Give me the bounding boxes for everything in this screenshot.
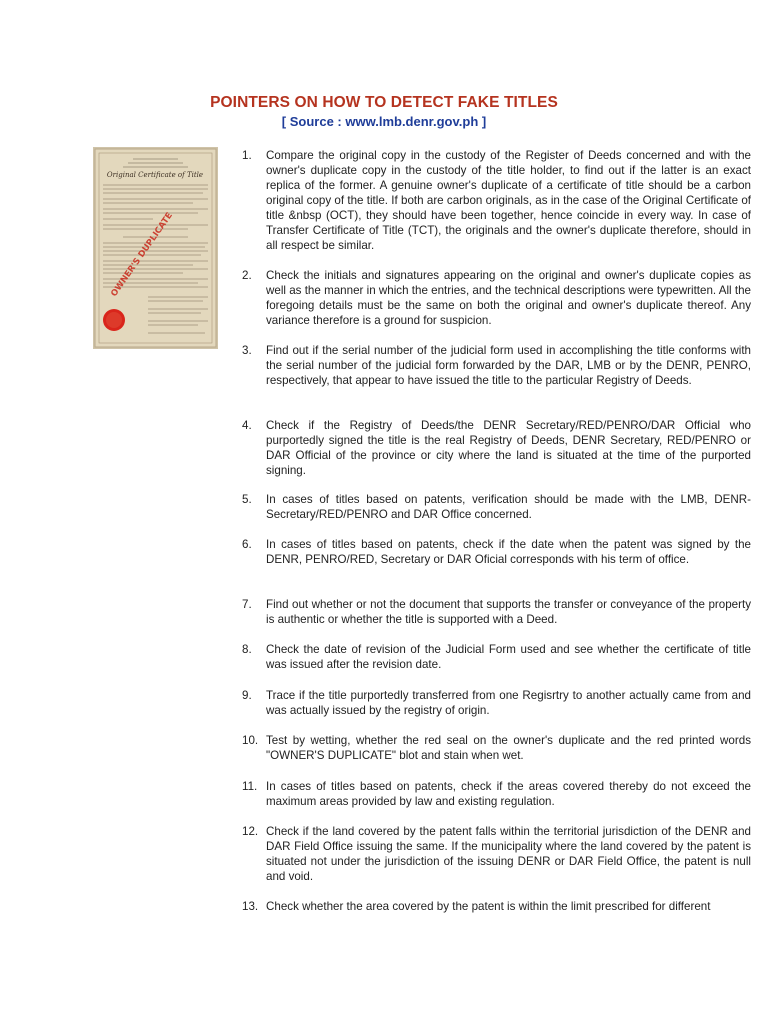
item-text: Find out whether or not the document that supports the transfer or conveyance of the property is authentic or whether the title is supported with a Deed.: [266, 598, 751, 626]
source-line: [ Source : www.lmb.denr.gov.ph ]: [281, 114, 487, 129]
item-text: Trace if the title purportedly transferred from one Regisrtry to another actually came from and was actually issued by the registry of origin.: [266, 689, 751, 717]
certificate-heading: Original Certificate of Title: [106, 171, 204, 179]
item-text: Compare the original copy in the custody of the Register of Deeds concerned and with the owner's duplicate copy in the custody of the title holder, to find out if the latter is an exact replica of the former. A genuine owner's duplicate of a certificate of title should be a carbon original copy of the title. If both are carbon originals, as in the case of the Original Certificate of title &nbsp (OCT), they should have been together, hence coincide in every way. In case of Transfer Certificate of Title (TCT), the originals and the owner's duplicate therefore, should in all respect be similar.: [266, 149, 751, 252]
item-number: 13.: [242, 900, 259, 913]
item-number: 5.: [242, 493, 252, 506]
item-number: 2.: [242, 269, 252, 282]
item-text: Check if the Registry of Deeds/the DENR Secretary/RED/PENRO/DAR Official who purportedly signed the title is the real Registry of Deeds, DENR Secretary, RED/PENRO or DAR Official of the province or city where the land is situated at the time of the purported signing.: [266, 419, 751, 477]
item-text: Check if the land covered by the patent falls within the territorial jurisdiction of the DENR and DAR Field Office issuing the same. If the municipality where the land covered by the patent is situated not under the jurisdiction of the issuing DENR or DAR Field Office, the patent is null and void.: [266, 825, 751, 883]
item-text: In cases of titles based on patents, verification should be made with the LMB, DENR-Secretary/RED/PENRO and DAR Office concerned.: [266, 493, 751, 521]
certificate-image: [93, 147, 218, 349]
item-text: Check the initials and signatures appearing on the original and owner's duplicate copies as well as the manner in which the entries, and the technical descriptions were typewritten. All the foregoing details must be the same on both the original and owner's duplicate thereof. Any variance therefore is a ground for suspicion.: [266, 269, 751, 327]
item-number: 11.: [242, 780, 258, 793]
owners-duplicate-stamp: OWNER'S DUPLICATE: [109, 210, 175, 299]
item-number: 6.: [242, 538, 252, 551]
item-text: Check whether the area covered by the patent is within the limit prescribed for different: [266, 900, 711, 913]
item-number: 1.: [242, 149, 252, 162]
item-number: 10.: [242, 734, 259, 747]
item-number: 12.: [242, 825, 259, 838]
item-number: 8.: [242, 643, 252, 656]
item-text: Test by wetting, whether the red seal on the owner's duplicate and the red printed words "OWNER'S DUPLICATE" blot and stain when wet.: [266, 734, 751, 762]
item-text: Find out if the serial number of the judicial form used in accomplishing the title conforms with the serial number of the judicial form forwarded by the DAR, LMB or by the DENR, PENRO, respectively, that appear to have issued the title to the particular Registry of Deeds.: [266, 344, 751, 387]
item-text: In cases of titles based on patents, check if the date when the patent was signed by the DENR, PENRO/RED, Secretary or DAR Oficial corresponds with his term of office.: [266, 538, 751, 566]
item-number: 3.: [242, 344, 252, 357]
item-number: 7.: [242, 598, 252, 611]
item-text: In cases of titles based on patents, check if the areas covered thereby do not exceed the maximum areas provided by law and existing regulation.: [266, 780, 751, 808]
item-number: 9.: [242, 689, 252, 702]
item-number: 4.: [242, 419, 252, 432]
item-text: Check the date of revision of the Judicial Form used and see whether the certificate of title was issued after the revision date.: [266, 643, 751, 671]
page-title: POINTERS ON HOW TO DETECT FAKE TITLES: [210, 94, 558, 111]
